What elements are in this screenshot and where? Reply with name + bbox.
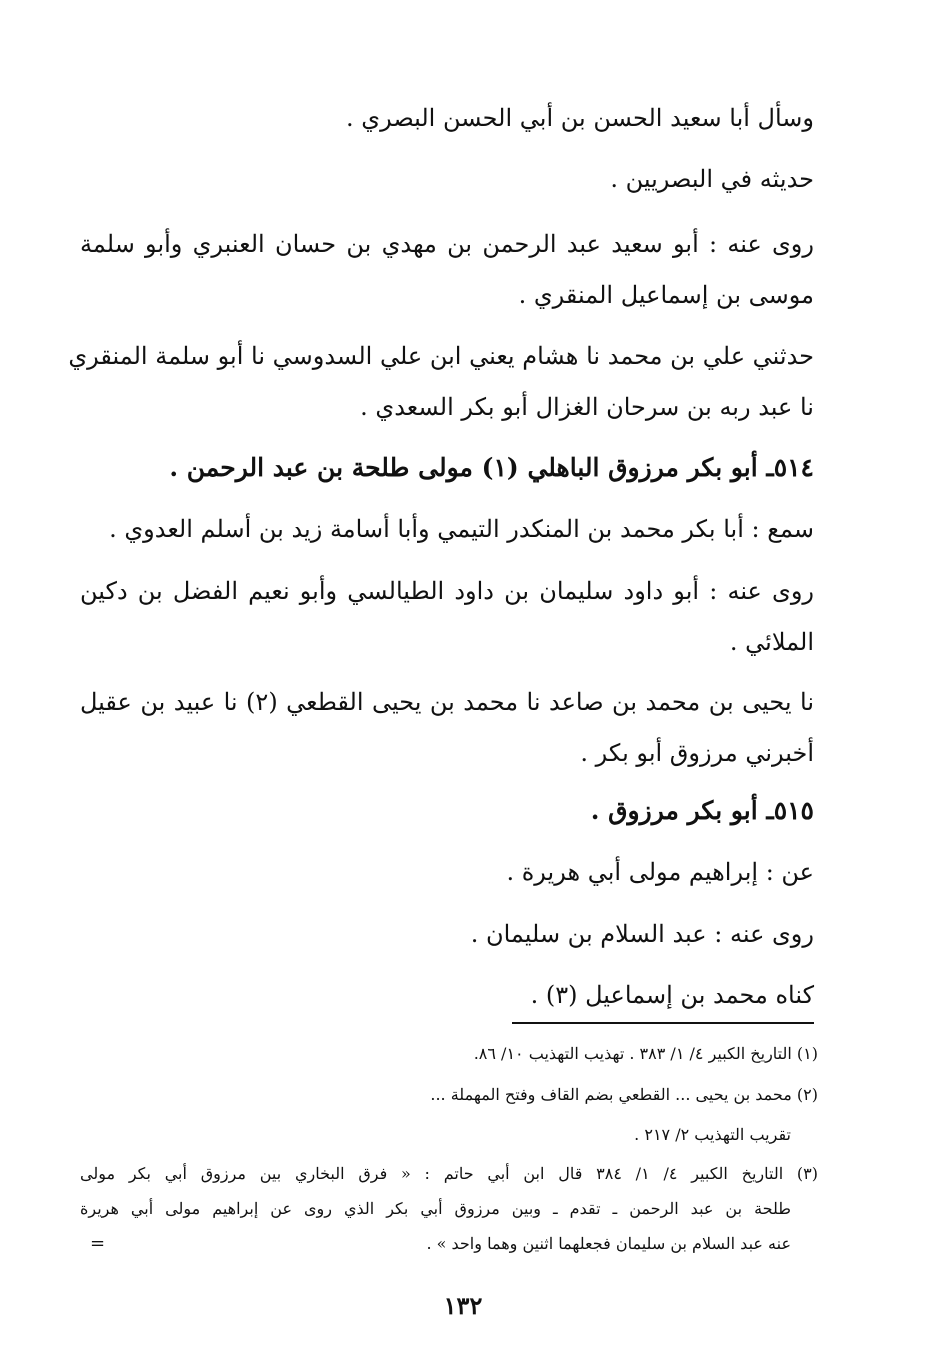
footnote: (١) التاريخ الكبير ٤/ ١/ ٣٨٣ . تهذيب التهذيب ١٠/ ٨٦. [473,1044,818,1063]
text-line: نا يحيى بن محمد بن صاعد نا محمد بن يحيى القطعي (٢) نا عبيد بن عقيل [80,688,815,716]
continuation-mark: = [90,1233,106,1254]
footnote: (٢) محمد بن يحيى ... القطعي بضم القاف وفتح المهملة ... [430,1085,818,1104]
text-line: روى عنه : عبد السلام بن سليمان . [470,920,814,948]
text-line: الملائي . [729,628,814,656]
footnote-continuation: عنه عبد السلام بن سليمان فجعلهما اثنين وهما واحد » . [426,1234,791,1253]
text-line: حدثني علي بن محمد نا هشام يعني ابن علي السدوسي نا أبو سلمة المنقري [68,342,814,370]
text-line: سمع : أبا بكر محمد بن المنكدر التيمي وأبا أسامة زيد بن أسلم العدوي . [109,515,814,543]
text-line: روى عنه : أبو داود سليمان بن داود الطيالسي وأبو نعيم الفضل بن دكين [80,577,814,605]
footnote-continuation: طلحة بن عبد الرحمن ـ تقدم ـ وبين مرزوق أبي بكر الذي روى عن إبراهيم مولى أبي هريرة [80,1199,791,1218]
footnote: (٣) التاريخ الكبير ٤/ ١/ ٣٨٤ قال ابن أبي حاتم : « فرق البخاري بين مرزوق أبي بكر مولى [80,1164,819,1183]
page-number: ١٣٢ [443,1291,483,1320]
footnote-continuation: تقريب التهذيب ٢/ ٢١٧ . [634,1125,791,1144]
entry-heading-514: ٥١٤ـ أبو بكر مرزوق الباهلي (١) مولى طلحة بن عبد الرحمن . [169,453,814,482]
entry-heading-515: ٥١٥ـ أبو بكر مرزوق . [590,796,814,825]
text-line: وسأل أبا سعيد الحسن بن أبي الحسن البصري . [346,104,814,132]
footnote-divider [512,1022,814,1024]
text-line: روى عنه : أبو سعيد عبد الرحمن بن مهدي بن حسان العنبري وأبو سلمة [80,230,814,258]
text-line: موسى بن إسماعيل المنقري . [518,281,814,309]
text-line: حديثه في البصريين . [610,165,814,193]
text-line: أخبرني مرزوق أبو بكر . [580,739,814,767]
text-line: عن : إبراهيم مولى أبي هريرة . [506,858,814,886]
text-line: كناه محمد بن إسماعيل (٣) . [530,981,814,1009]
text-line: نا عبد ربه بن سرحان الغزال أبو بكر السعدي . [360,393,814,421]
